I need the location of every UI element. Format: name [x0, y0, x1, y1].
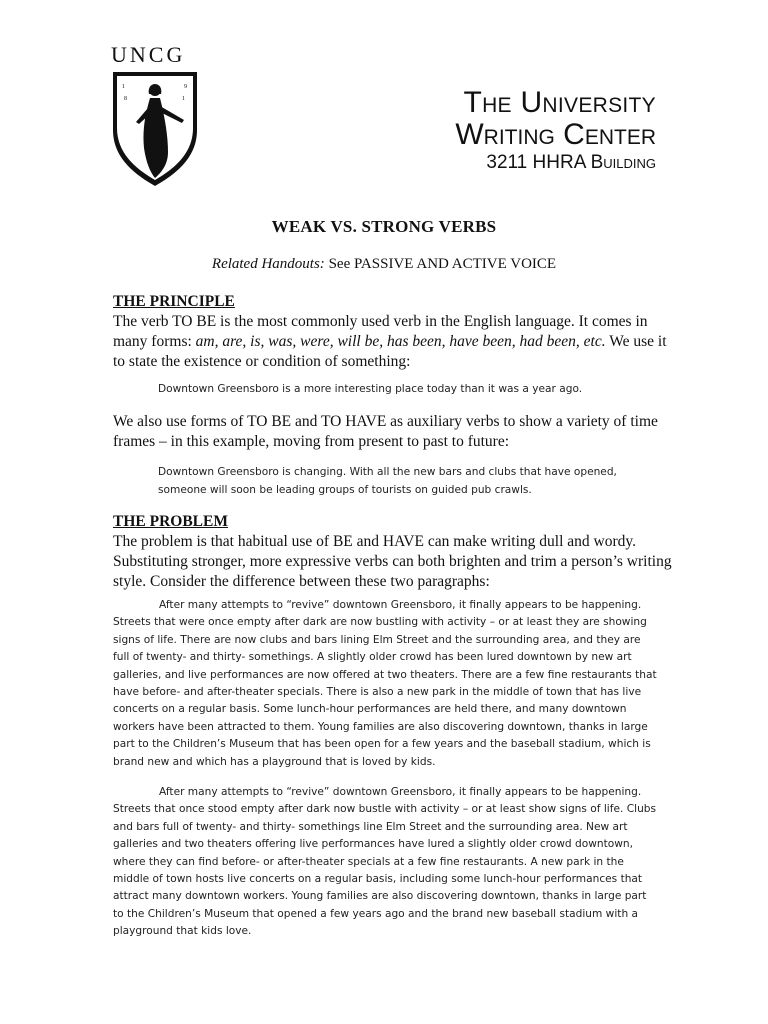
uncg-shield-logo	[110, 68, 200, 188]
svg-text:8: 8	[124, 96, 127, 102]
example-1: Downtown Greensboro is a more interesting place today than it was a year ago.	[158, 383, 583, 395]
building-address: 3211 HHRA Building	[486, 152, 656, 173]
example-paragraph-weak: After many attempts to “revive” downtown Greensboro, it finally appears to be happening. Streets that were once empty after dark are now bustling with activity – or at least they are showing signs of life. There are now clubs and bars lining Elm Street and the surrounding area, and they are full of twenty- and thirty- somethings. A slightly older crowd has been lured downtown by new art galleries, and live performances are now offered at two theaters. There are a few fine restaurants that have before- and after-theater specials. There is also a new park in the middle of town that has live concerts on a regular basis. Some lunch-hour performances are held there, and many downtown workers have been attracted to them. Young families are also discovering downtown, thanks in large part to the Children’s Museum that has been open for a few years and the baseball stadium, which is brand new and which has a playground that is loved by kids.	[113, 599, 657, 768]
writing-center-title	[455, 88, 656, 172]
svg-text:1: 1	[122, 84, 125, 90]
title-line-1: The University	[463, 86, 656, 119]
principle-text: The verb TO BE is the most commonly used verb in the English language. It comes in many forms: am, are, is, was, were, will be, has been, have been, had been, etc. We use it to state the existence or condition of something:	[113, 313, 667, 370]
uncg-logo-text: UNCG	[111, 42, 186, 67]
related-handouts	[0, 256, 768, 273]
problem-heading: THE PROBLEM	[113, 513, 228, 530]
document-title: WEAK VS. STRONG VERBS	[271, 217, 497, 236]
to-be-forms: am, are, is, was, were, will be, has been, have been, had been, etc.	[195, 333, 606, 350]
auxiliary-text: We also use forms of TO BE and TO HAVE as auxiliary verbs to show a variety of time frames – in this example, moving from present to past to future:	[113, 413, 658, 450]
problem-text: The problem is that habitual use of BE and HAVE can make writing dull and wordy. Substituting stronger, more expressive verbs can both brighten and trim a person’s writing style. Consider the difference between these two paragraphs:	[113, 533, 672, 590]
principle-section	[113, 292, 673, 372]
example-2: Downtown Greensboro is changing. With all the new bars and clubs that have opened, someone will soon be leading groups of tourists on guided pub crawls.	[158, 466, 617, 496]
svg-text:1: 1	[182, 96, 185, 102]
example-paragraph-strong: After many attempts to “revive” downtown Greensboro, it finally appears to be happening. Streets that once stood empty after dark now bustle with activity – or at least show signs of life. Clubs and bars full of twenty- and thirty- somethings line Elm Street and the surrounding area. New art galleries and two theaters offering live performances have lured a slightly older crowd downtown, where they can find before- or after-theater specials at a few fine restaurants. A new park in the middle of town hosts live concerts on a regular basis, including some lunch-hour performances that attract many downtown workers. Young families are also discovering downtown, thanks in large part to the Children’s Museum that opened a few years ago and the brand new baseball stadium with a playground that kids love.	[113, 786, 657, 938]
related-handouts-label: Related Handouts:	[211, 256, 325, 272]
title-line-2: Writing Center	[455, 118, 656, 151]
svg-text:9: 9	[184, 84, 187, 90]
principle-heading: THE PRINCIPLE	[113, 293, 235, 310]
related-handouts-text: See PASSIVE AND ACTIVE VOICE	[324, 256, 557, 272]
problem-section	[113, 512, 673, 592]
